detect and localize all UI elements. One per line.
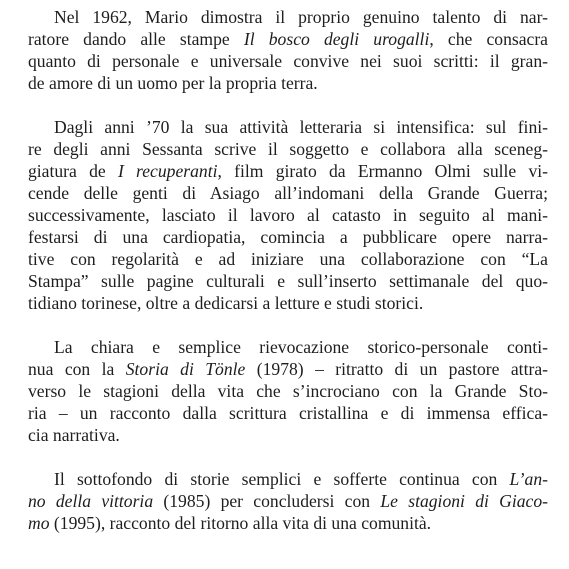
paragraph-3 [28, 336, 548, 446]
text-line [28, 138, 548, 160]
text-run: giatura de [28, 161, 118, 181]
paragraph-2 [28, 116, 548, 314]
text-run: festarsi di una cardiopatia, comincia a pubblicare opere narra- [28, 227, 548, 247]
text-line [28, 380, 548, 402]
text-line [28, 490, 548, 512]
text-line [28, 270, 548, 292]
text-run: tive con regolarità e ad iniziare una collaborazione con “La [28, 249, 548, 269]
text-run: quanto di personale e universale convive nei suoi scritti: il gran- [28, 51, 548, 71]
text-run: (1985) per concludersi con [153, 491, 381, 511]
text-line [28, 50, 548, 72]
text-line [28, 204, 548, 226]
text-line [28, 468, 548, 490]
text-run: Dagli anni ’70 la sua attività letteraria si intensifica: sul fini- [54, 117, 548, 137]
text-run: successivamente, lasciato il lavoro al catasto in seguito al mani- [28, 205, 548, 225]
text-run: (1978) – ritratto di un pastore attra- [245, 359, 548, 379]
italic-title: L’an- [509, 469, 548, 489]
text-line [28, 336, 548, 358]
text-line [28, 226, 548, 248]
italic-title: mo [28, 513, 50, 533]
text-run: ria – un racconto dalla scrittura cristallina e di immensa effica- [28, 403, 548, 423]
paragraph-4 [28, 468, 548, 534]
text-line [28, 116, 548, 138]
text-run: re degli anni Sessanta scrive il soggetto e collabora alla sceneg- [28, 139, 548, 159]
text-run: cende delle genti di Asiago all’indomani della Grande Guerra; [28, 183, 548, 203]
paragraph-1 [28, 6, 548, 94]
text-run: , che consacra [429, 29, 548, 49]
document-page [28, 6, 548, 556]
italic-title: Il bosco degli urogalli [243, 29, 430, 49]
text-run: (1995), racconto del ritorno alla vita di una comunità. [49, 513, 432, 533]
text-run: La chiara e semplice rievocazione storico-personale conti- [54, 337, 548, 357]
text-run: cia narrativa. [28, 425, 120, 445]
text-run: ratore dando alle stampe [28, 29, 244, 49]
text-run: de amore di un uomo per la propria terra. [28, 73, 318, 93]
italic-title: I recuperanti [117, 161, 218, 181]
text-run: tidiano torinese, oltre a dedicarsi a letture e studi storici. [28, 293, 424, 313]
text-line [28, 512, 548, 534]
text-line [28, 160, 548, 182]
text-line [28, 292, 548, 314]
text-line [28, 6, 548, 28]
text-run: Stampa” sulle pagine culturali e sull’inserto settimanale del quo- [28, 271, 548, 291]
text-run: Il sottofondo di storie semplici e sofferte continua con [54, 469, 510, 489]
text-run: , film girato da Ermanno Olmi sulle vi- [217, 161, 548, 181]
text-run: nua con la [28, 359, 126, 379]
text-line [28, 248, 548, 270]
text-line [28, 28, 548, 50]
text-line [28, 424, 548, 446]
text-line [28, 402, 548, 424]
text-line [28, 72, 548, 94]
text-line [28, 358, 548, 380]
italic-title: Storia di Tönle [125, 359, 246, 379]
text-run: verso le stagioni della vita che s’incrociano con la Grande Sto- [28, 381, 548, 401]
text-run: Nel 1962, Mario dimostra il proprio genuino talento di nar- [54, 7, 548, 27]
italic-title: no della vittoria [28, 491, 154, 511]
text-line [28, 182, 548, 204]
italic-title: Le stagioni di Giaco- [380, 491, 549, 511]
